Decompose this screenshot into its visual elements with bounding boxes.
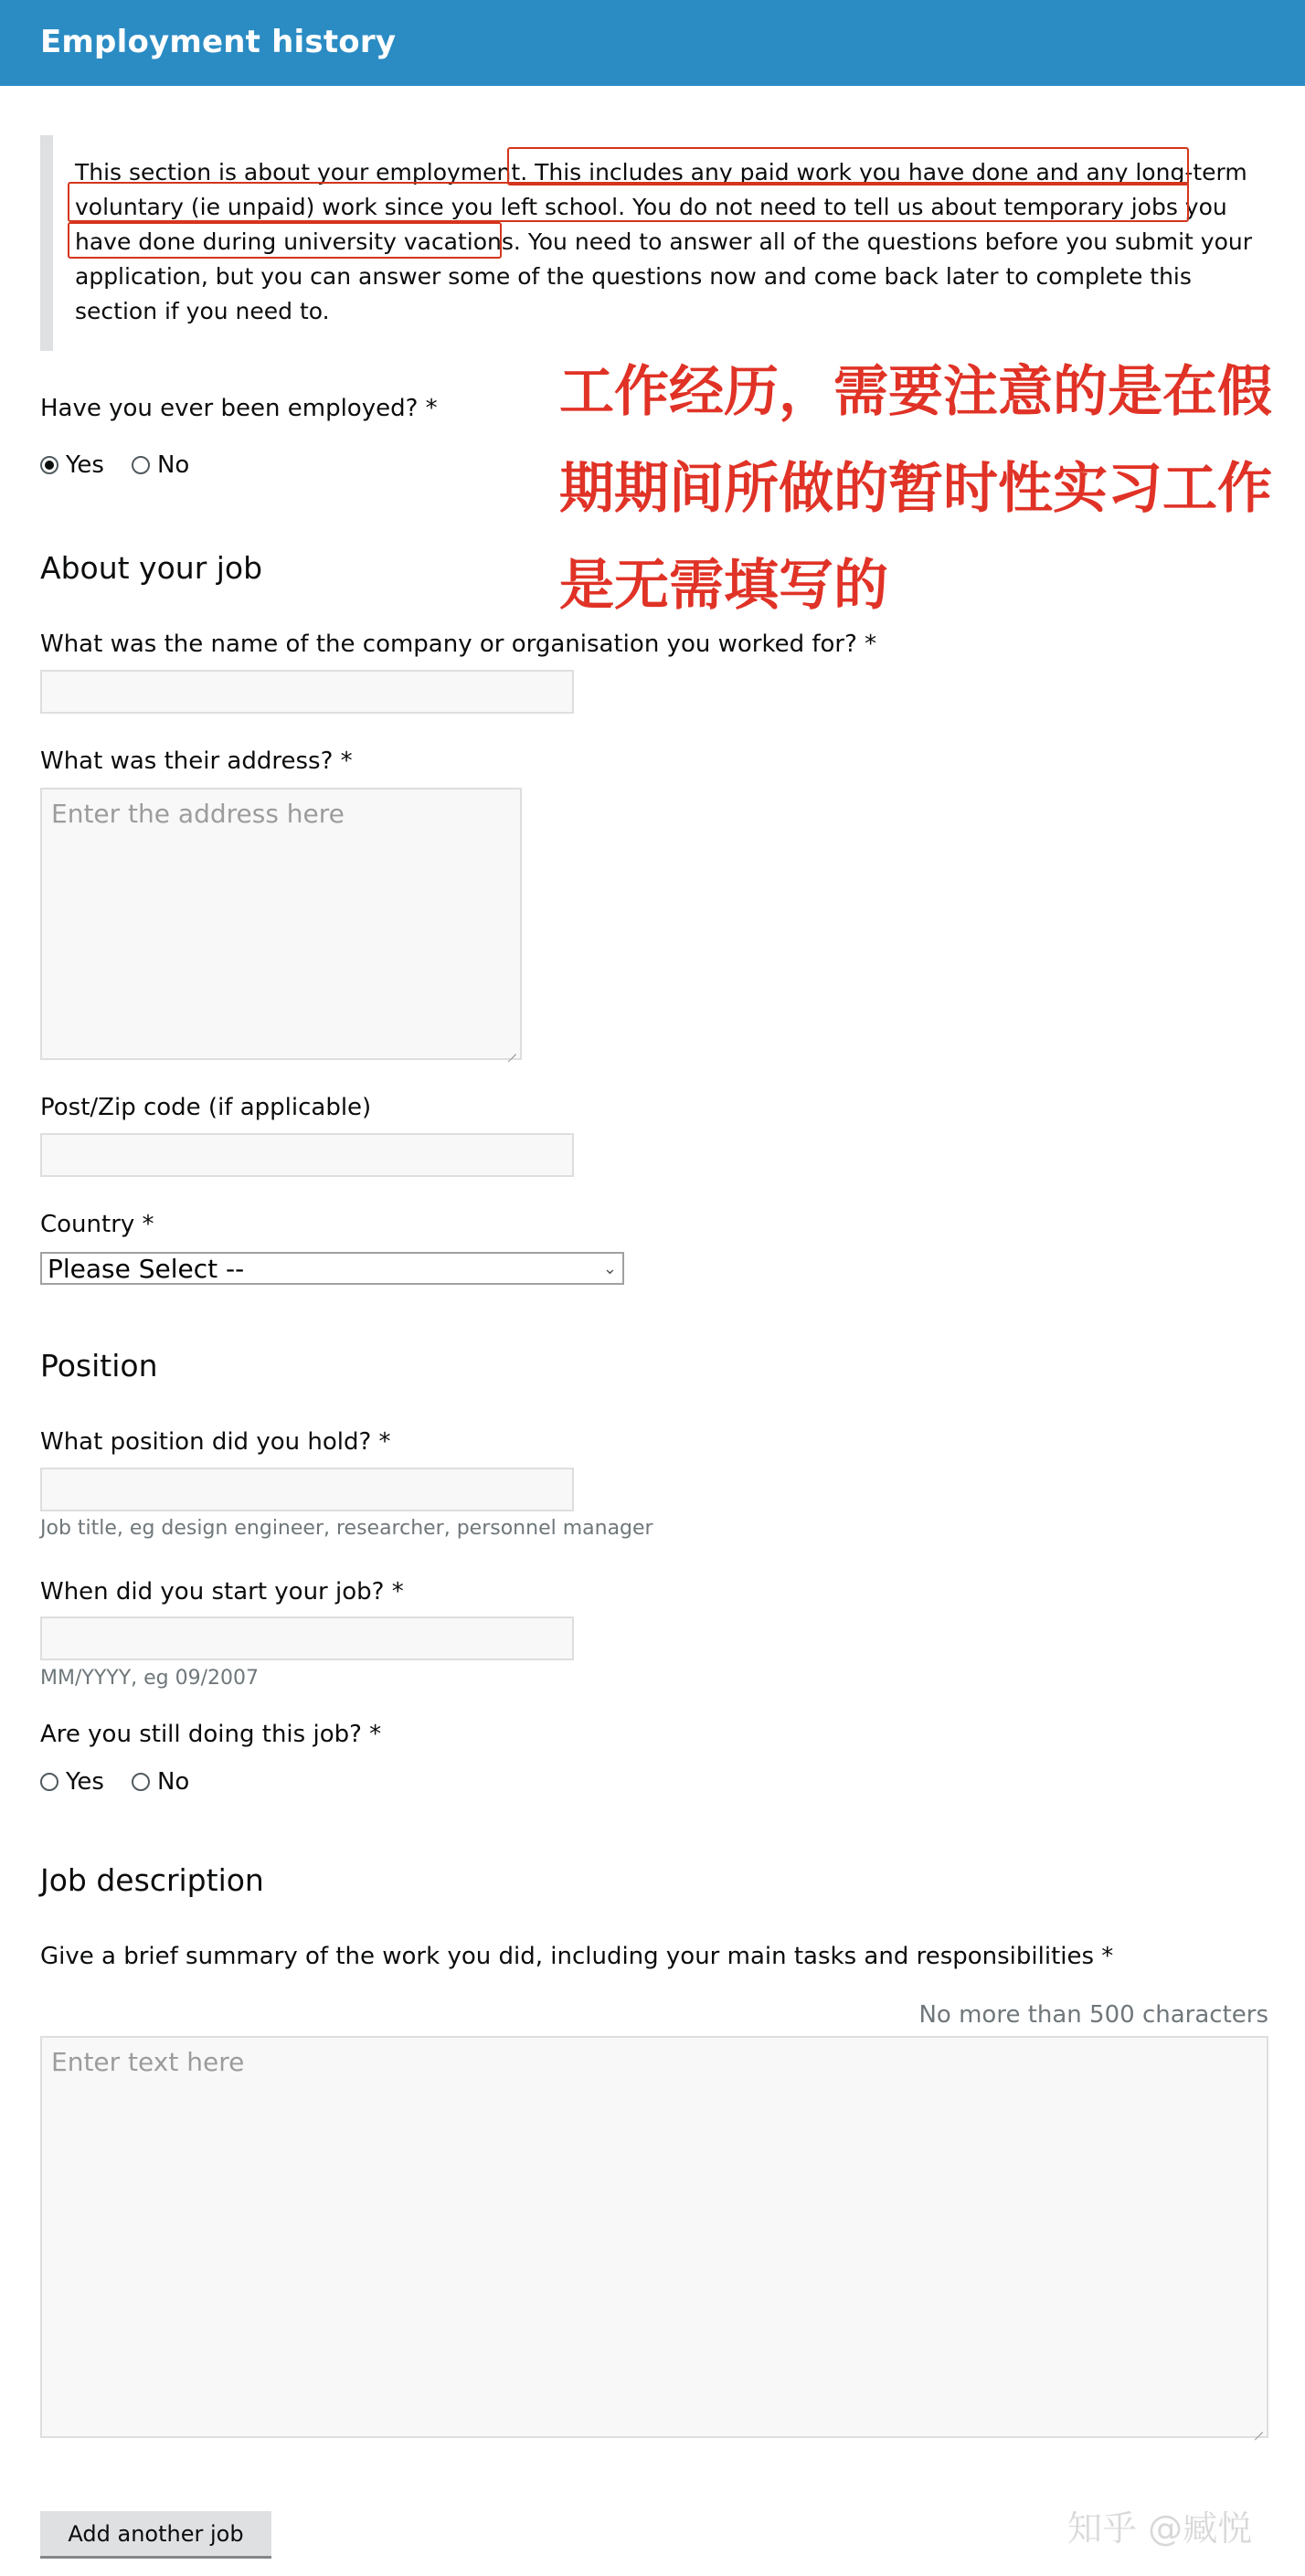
red-annotation bbox=[559, 344, 1290, 634]
address-label: What was their address? * bbox=[40, 747, 353, 775]
employed-radio-group bbox=[40, 451, 217, 479]
country-label: Country * bbox=[40, 1211, 154, 1238]
country-selected-value: Please Select -- bbox=[48, 1253, 245, 1284]
position-hint: Job title, eg design engineer, researcher, personnel manager bbox=[40, 1517, 653, 1540]
intro-text: This section is about your employment. This includes any paid work you have done and any long-term voluntary (ie unpaid) work since you left school. You do not need to tell us about temporary jobs you have done during university vacations. You need to answer all of the questions before you submit your application, but you can answer some of the questions now and come back later to complete this section if you need to. bbox=[75, 159, 1253, 324]
char-limit-hint: No more than 500 characters bbox=[918, 2001, 1268, 2029]
start-date-label: When did you start your job? * bbox=[40, 1578, 404, 1606]
postcode-label: Post/Zip code (if applicable) bbox=[40, 1094, 372, 1121]
employed-yes[interactable] bbox=[40, 451, 104, 479]
still-job-no-label[interactable]: No bbox=[156, 1768, 190, 1796]
summary-placeholder: Enter text here bbox=[51, 2047, 245, 2077]
still-job-yes[interactable] bbox=[40, 1768, 104, 1796]
company-input[interactable] bbox=[40, 670, 574, 714]
watermark: 知乎 @臧悦 bbox=[1067, 2508, 1253, 2549]
employed-no-label[interactable]: No bbox=[156, 451, 190, 479]
address-placeholder: Enter the address here bbox=[51, 799, 345, 829]
country-select[interactable] bbox=[40, 1252, 624, 1285]
summary-resize-handle[interactable] bbox=[1252, 2422, 1263, 2433]
still-job-question: Are you still doing this job? * bbox=[40, 1721, 382, 1748]
annotation-line-3: 是无需填写的 bbox=[559, 554, 888, 618]
position-heading: Position bbox=[40, 1348, 158, 1383]
still-job-yes-label[interactable]: Yes bbox=[66, 1768, 104, 1796]
position-label: What position did you hold? * bbox=[40, 1428, 391, 1456]
company-label: What was the name of the company or organisation you worked for? * bbox=[40, 631, 877, 658]
still-job-radio-group bbox=[40, 1768, 217, 1796]
start-date-input[interactable] bbox=[40, 1617, 574, 1660]
postcode-input[interactable] bbox=[40, 1133, 574, 1177]
employed-no[interactable] bbox=[132, 451, 189, 479]
summary-textarea[interactable] bbox=[40, 2036, 1268, 2438]
about-job-heading: About your job bbox=[40, 550, 263, 586]
still-job-yes-radio[interactable] bbox=[40, 1773, 58, 1791]
still-job-no[interactable] bbox=[132, 1768, 189, 1796]
employed-yes-radio[interactable] bbox=[40, 456, 58, 474]
annotation-line-2: 期期间所做的暂时性实习工作 bbox=[559, 457, 1272, 521]
still-job-no-radio[interactable] bbox=[132, 1773, 150, 1791]
address-resize-handle[interactable] bbox=[505, 1044, 516, 1055]
chevron-down-icon: ⌄ bbox=[602, 1258, 617, 1278]
employed-question: Have you ever been employed? * bbox=[40, 395, 438, 422]
start-date-hint: MM/YYYY, eg 09/2007 bbox=[40, 1667, 260, 1690]
annotation-line-1: 工作经历，需要注意的是在假 bbox=[559, 360, 1272, 424]
job-description-heading: Job description bbox=[40, 1862, 264, 1898]
employed-yes-label[interactable]: Yes bbox=[66, 451, 104, 479]
position-input[interactable] bbox=[40, 1468, 574, 1511]
address-textarea[interactable] bbox=[40, 788, 522, 1060]
employed-no-radio[interactable] bbox=[132, 456, 150, 474]
page-header bbox=[0, 0, 1305, 86]
add-another-job-button[interactable]: Add another job bbox=[40, 2511, 271, 2559]
page-title: Employment history bbox=[40, 24, 397, 60]
summary-label: Give a brief summary of the work you did, including your main tasks and responsibilities * bbox=[40, 1943, 1114, 1970]
